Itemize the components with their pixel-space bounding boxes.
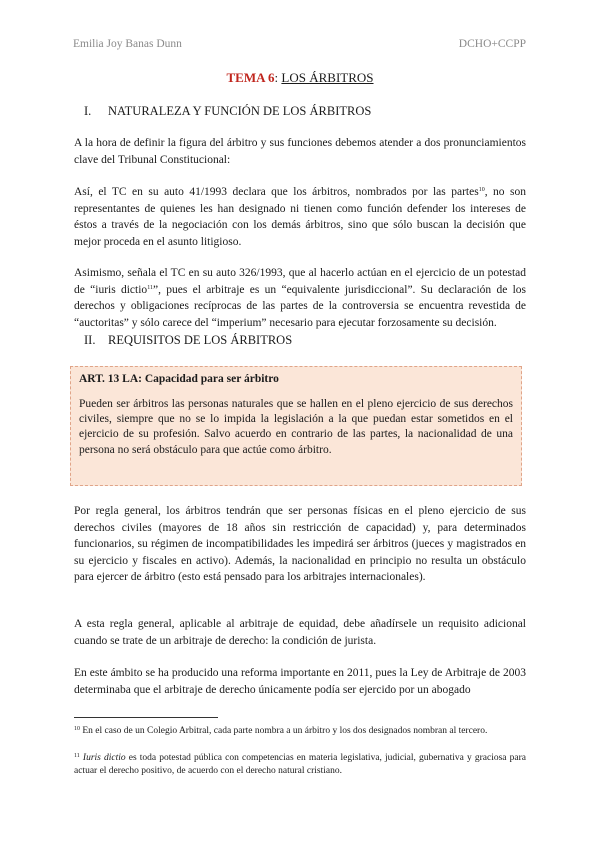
article-box-title: ART. 13 LA: Capacidad para ser árbitro [79, 373, 279, 385]
paragraph-reform: En este ámbito se ha producido una reforma importante en 2011, pues la Ley de Arbitraje de 2003 determinaba que el arbitraje de derecho únicamente podía ser ejercido por un abogado [74, 667, 526, 696]
section-numeral-2: II. [84, 333, 96, 347]
article-box-text: Pueden ser árbitros las personas naturales que se hallen en el pleno ejercicio de sus derechos civiles, siempre que no se lo impida la legislación a la que puedan estar sometidos en el ejercicio de su profesión. Salvo acuerdo en contrario de las partes, la nacionalidad de una persona no será obstáculo para que actúe como árbitro. [79, 398, 513, 456]
topic-number: TEMA 6 [226, 70, 275, 85]
paragraph-intro: A la hora de definir la figura del árbitro y sus funciones debemos atender a dos pronunciamientos clave del Tribunal Constitucional: [74, 137, 526, 166]
section-numeral-1: I. [84, 104, 92, 118]
article-box [70, 366, 522, 486]
footnote-ref-11: 11 [147, 284, 153, 291]
footnote-ref-10: 10 [478, 187, 485, 193]
footnote-divider [74, 717, 218, 718]
header-author: Emilia Joy Banas Dunn [73, 38, 182, 50]
section-title-2: REQUISITOS DE LOS ÁRBITROS [108, 333, 293, 347]
title-separator: : [274, 70, 279, 85]
paragraph-general-rule: Por regla general, los árbitros tendrán que ser personas físicas en el pleno ejercicio de sus derechos civiles (mayores de 18 años sin restricción de capacidad) y, para determinados funcionarios, su régimen de incompatibilidades les impedirá ser árbitros (jueces y magistrados en su ejercicio y fiscales en activo). Además, la nacionalidad en principio no resulta un obstáculo para ejercer de árbitro (esto está pensado para los arbitrajes internacionales). [74, 505, 526, 584]
paragraph-auto-41: Así, el TC en su auto 41/1993 declara que los árbitros, nombrados por las partes$^{10}$, no son representantes de quienes les han designado ni tienen como función defender los intereses de éstos a través de la negociación con los demás árbitros, sino que sólo buscan la decisión que mejor proceda en el asunto litigioso. [74, 186, 526, 248]
footnote-10: $^{10}$ En el caso de un Colegio Arbitral, cada parte nombra a un árbitro y los dos designados nombran al tercero. [74, 726, 488, 736]
page-title [0, 70, 600, 86]
section-heading-2 [84, 333, 292, 348]
section-title-1: NATURALEZA Y FUNCIÓN DE LOS ÁRBITROS [108, 104, 372, 118]
paragraph-auto-326: Asimismo, señala el TC en su auto 326/1993, que al hacerlo actúan en el ejercicio de un potestad de “iuris dictio$^{11}$”, pues el arbitraje es un “equivalente jurisdiccional”. Su declaración de los derechos y obligaciones recíprocas de las partes de la controversia se encuentra revestida de “auctoritas” y sólo carece del “imperium” necesario para ejecutar forzosamente su decisión. [74, 267, 527, 329]
topic-name: LOS ÁRBITROS [281, 70, 374, 85]
paragraph-jurist: A esta regla general, aplicable al arbitraje de equidad, debe añadírsele un requisito adicional cuando se trate de un arbitraje de derecho: la condición de jurista. [74, 618, 526, 647]
section-heading-1 [84, 104, 371, 119]
footnote-11: $^{11}$ Iuris dictio es toda potestad pública con competencias en materia legislativa, judicial, gubernativa y graciosa para actuar el derecho positivo, de acuerdo con el derecho natural cristiano. [74, 753, 526, 776]
header-course: DCHO+CCPP [458, 38, 526, 50]
